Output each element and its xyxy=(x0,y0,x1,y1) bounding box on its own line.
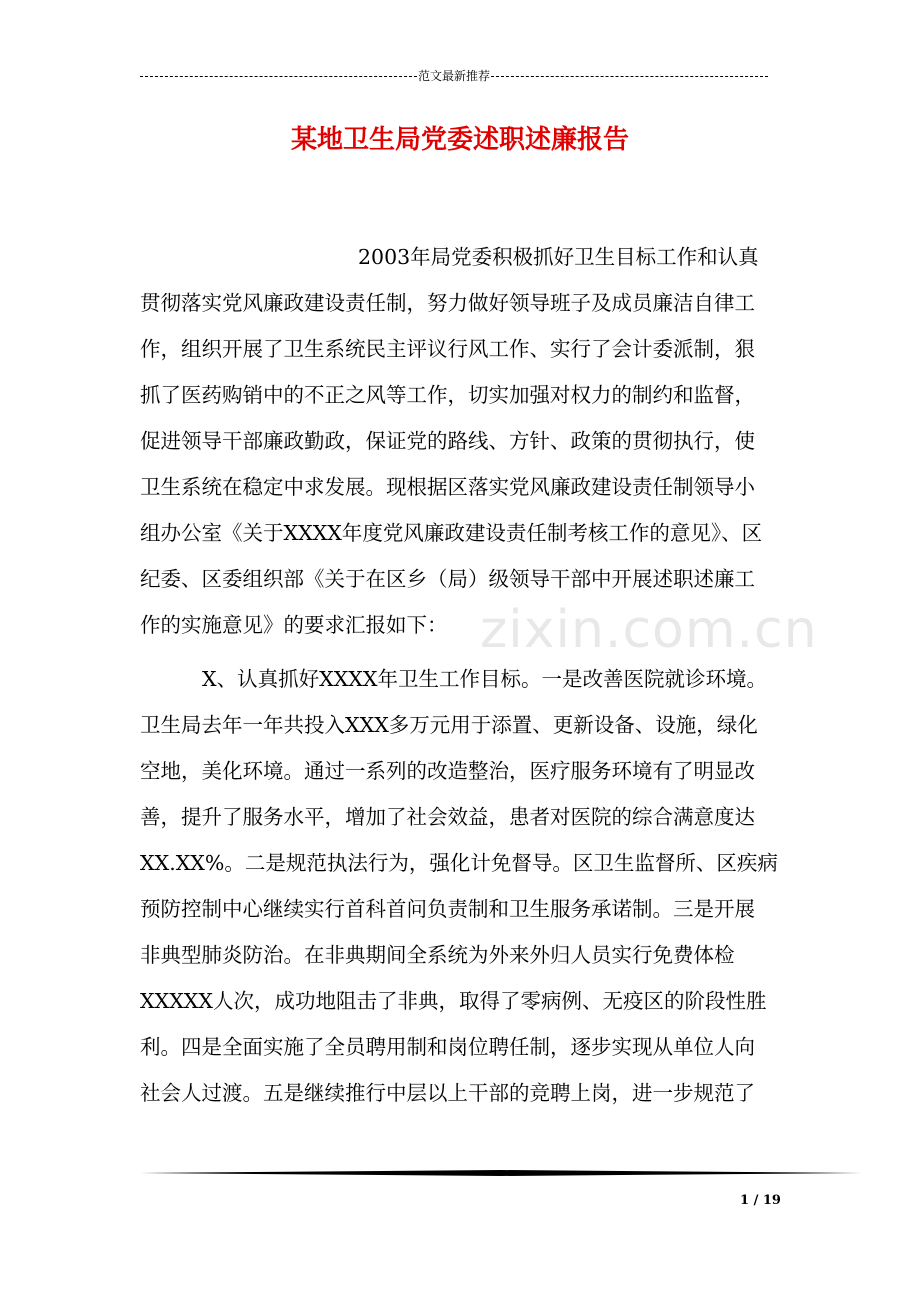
header-label: 范文最新推荐 xyxy=(418,69,491,83)
document-body xyxy=(140,234,780,1116)
document-title: 某地卫生局党委述职述廉报告 xyxy=(290,125,629,155)
header-dash-right xyxy=(491,76,768,77)
body-line: 2003年局党委积极抓好卫生目标工作和认真 xyxy=(358,245,759,269)
body-line: 社会人过渡。五是继续推行中层以上干部的竞聘上岗，进一步规范了 xyxy=(140,1081,755,1105)
body-line: 贯彻落实党风廉政建设责任制，努力做好领导班子及成员廉洁自律工 xyxy=(140,291,755,315)
body-line: 善，提升了服务水平，增加了社会效益，患者对医院的综合满意度达 xyxy=(140,805,755,829)
body-line: 作，组织开展了卫生系统民主评议行风工作、实行了会计委派制，狠 xyxy=(140,337,755,361)
body-line: 抓了医药购销中的不正之风等工作，切实加强对权力的制约和监督， xyxy=(140,383,755,407)
body-line: 空地，美化环境。通过一系列的改造整治，医疗服务环境有了明显改 xyxy=(140,759,755,783)
body-line: 纪委、区委组织部《关于在区乡（局）级领导干部中开展述职述廉工 xyxy=(140,567,755,591)
header-dash-left xyxy=(140,76,417,77)
body-line: 促进领导干部廉政勤政，保证党的路线、方针、政策的贯彻执行，使 xyxy=(140,429,755,453)
body-line: 作的实施意见》的要求汇报如下： xyxy=(140,613,448,637)
body-line: XX.XX%。二是规范执法行为，强化计免督导。区卫生监督所、区疾病 xyxy=(140,851,778,875)
body-line: 非典型肺炎防治。在非典期间全系统为外来外归人员实行免费体检 xyxy=(140,943,735,967)
body-line: 利。四是全面实施了全员聘用制和岗位聘任制，逐步实现从单位人向 xyxy=(140,1035,755,1059)
body-line: 预防控制中心继续实行首科首问负责制和卫生服务承诺制。三是开展 xyxy=(140,897,755,921)
body-line: X、认真抓好XXXX年卫生工作目标。一是改善医院就诊环境。 xyxy=(202,667,767,691)
watermark: zixin.com.cn xyxy=(480,600,818,660)
body-line: 卫生局去年一年共投入XXX多万元用于添置、更新设备、设施，绿化 xyxy=(140,713,758,737)
footer-rule xyxy=(140,1170,862,1176)
page-header xyxy=(140,68,768,84)
body-line: XXXXX人次，成功地阻击了非典，取得了零病例、无疫区的阶段性胜 xyxy=(140,989,767,1013)
body-line: 组办公室《关于XXXX年度党风廉政建设责任制考核工作的意见》、区 xyxy=(140,521,763,545)
body-line: 卫生系统在稳定中求发展。现根据区落实党风廉政建设责任制领导小 xyxy=(140,475,755,499)
page-number: 1 / 19 xyxy=(740,1193,781,1208)
